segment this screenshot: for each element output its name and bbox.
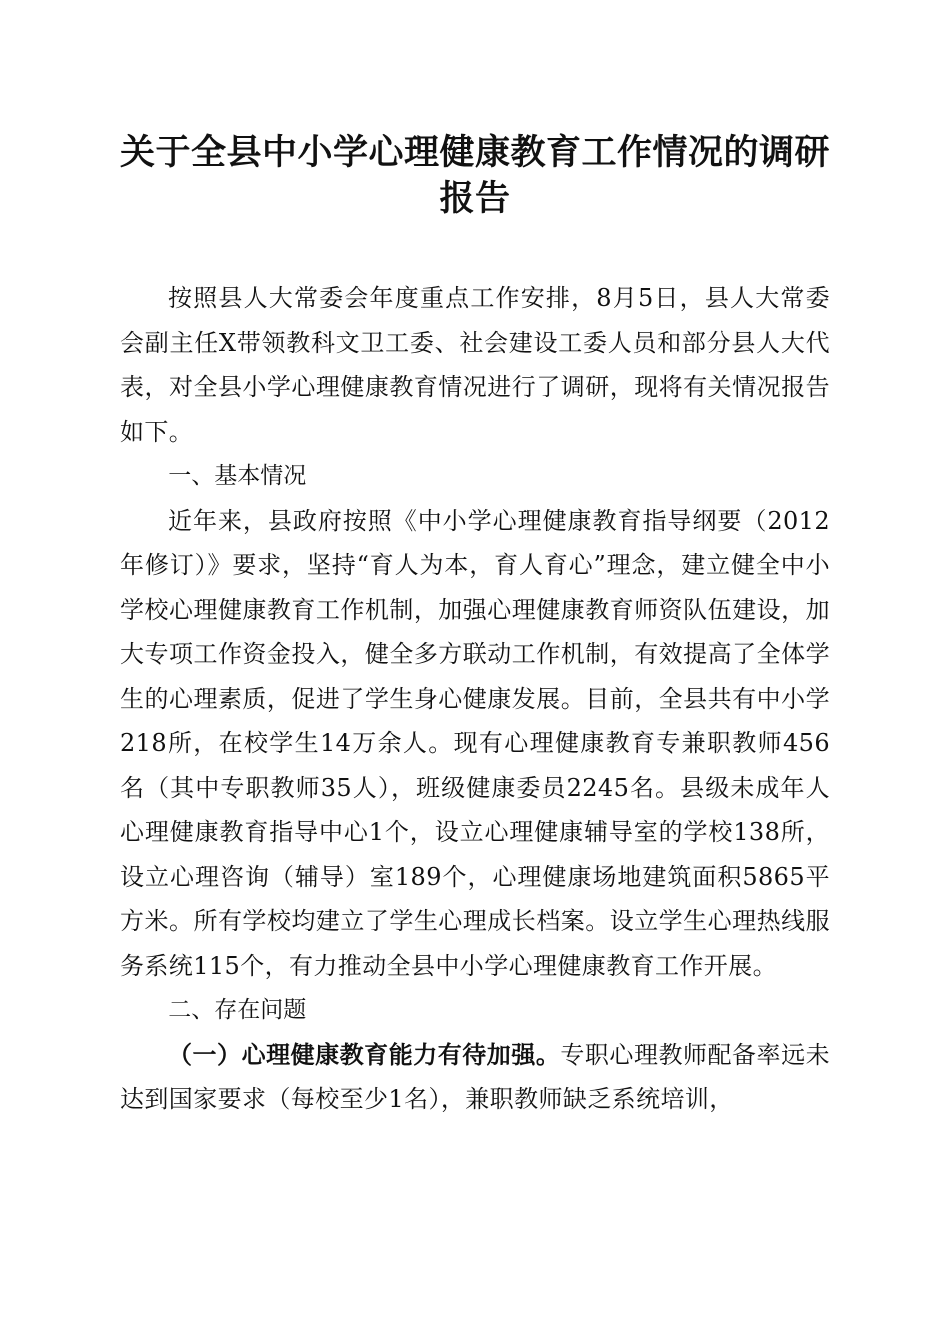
problem-1-body: 专职心理教师配备率远未达到国家要求（每校至少1名），兼职教师缺乏系统培训， — [120, 1040, 831, 1113]
document-page — [120, 130, 830, 1122]
document-body — [120, 276, 830, 1122]
problem-1-title: （一）心理健康教育能力有待加强。 — [168, 1039, 561, 1069]
intro-paragraph: 按照县人大常委会年度重点工作安排，8月5日，县人大常委会副主任X带领教科文卫工委、社会建设工委人员和部分县人大代表，对全县小学心理健康教育情况进行了调研，现将有关情况报告如下。 — [120, 284, 830, 446]
section-heading-problems: 二、存在问题 — [168, 997, 307, 1023]
problem-1-paragraph — [120, 1033, 830, 1122]
title-line-1: 关于全县中小学心理健康教育工作情况的调研 — [120, 132, 831, 173]
title-line-2: 报告 — [439, 178, 511, 219]
section-heading-basic-situation: 一、基本情况 — [168, 463, 307, 489]
basic-situation-paragraph: 近年来，县政府按照《中小学心理健康教育指导纲要（2012年修订）》要求，坚持“育人为本，育人育心”理念，建立健全中小学校心理健康教育工作机制，加强心理健康教育师资队伍建设，加大专项工作资金投入，健全多方联动工作机制，有效提高了全体学生的心理素质，促进了学生身心健康发展。目前，全县共有中小学218所，在校学生14万余人。现有心理健康教育专兼职教师456名（其中专职教师35人），班级健康委员2245名。县级未成年人心理健康教育指导中心1个，设立心理健康辅导室的学校138所，设立心理咨询（辅导）室189个，心理健康场地建筑面积5865平方米。所有学校均建立了学生心理成长档案。设立学生心理热线服务系统115个，有力推动全县中小学心理健康教育工作开展。 — [120, 506, 830, 980]
document-title — [120, 130, 830, 222]
